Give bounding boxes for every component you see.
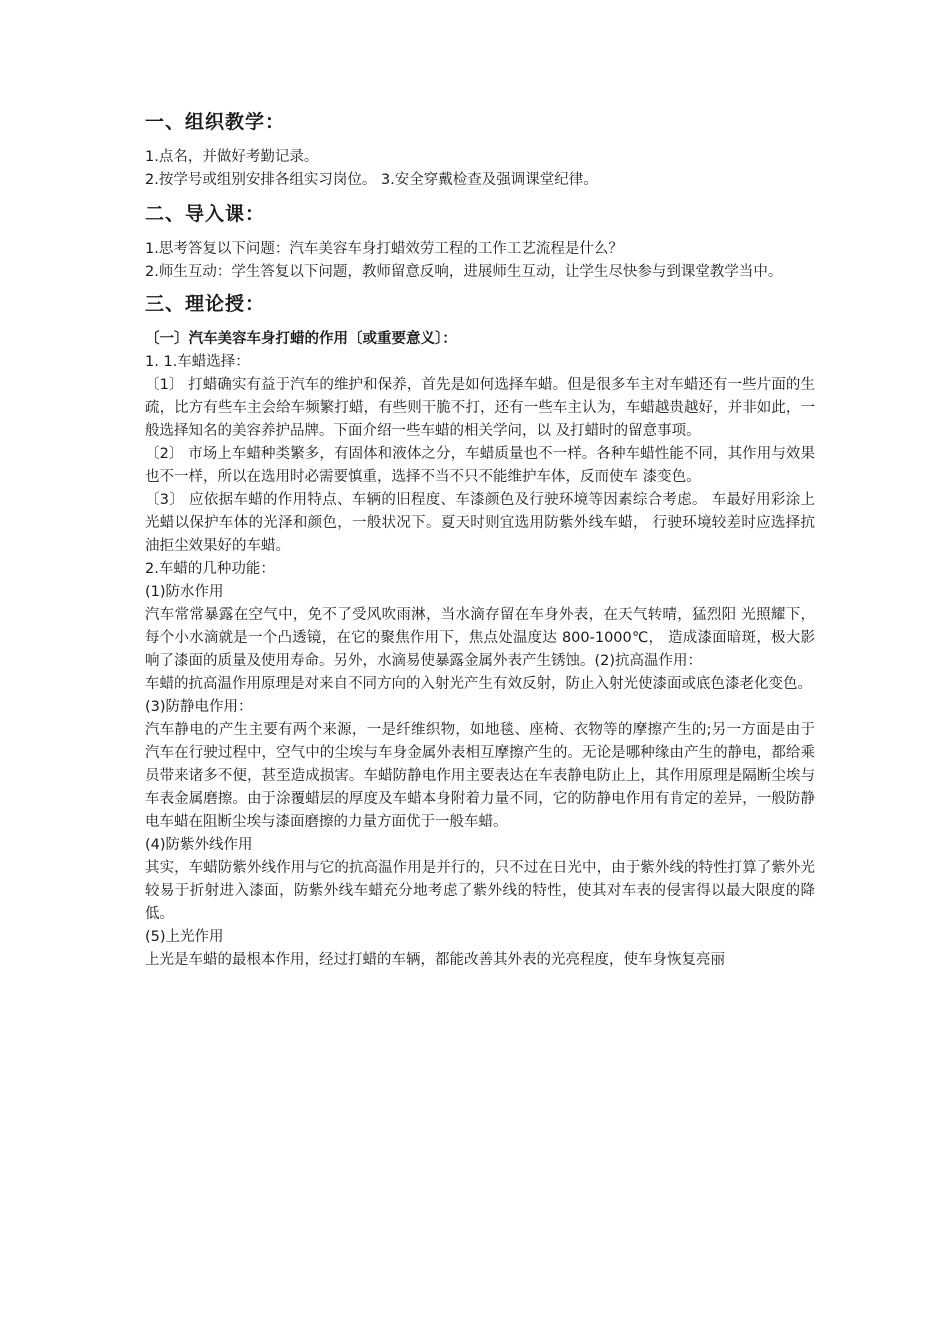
intro-line-2: 2.师生互动：学生答复以下问题，教师留意反响，进展师生互动，让学生尽快参与到课堂教学当中。: [145, 264, 783, 280]
function-heat-text: 车蜡的抗高温作用原理是对来自不同方向的入射光产生有效反射，防止入射光使漆面或底色漆老化变色。: [145, 676, 812, 692]
function-waterproof-text: 汽车常常暴露在空气中，免不了受风吹雨淋，当水滴存留在车身外表，在天气转晴，猛烈阳 光照耀下，每个小水滴就是一个凸透镜，在它的聚焦作用下，焦点处温度达 800-1000℃， 造成漆面暗斑，极大影响了漆面的质量及使用寿命。另外，水滴易使暴露金属外表产生锈蚀。(2)抗高温作用：: [145, 607, 815, 669]
wax-selection-point-3: 〔3〕 应依据车蜡的作用特点、车辆的旧程度、车漆颜色及行驶环境等因素综合考虑。 车最好用彩涂上光蜡以保护车体的光泽和颜色，一般状况下。夏天时则宜选用防紫外线车蜡， 行驶环境较差时应选择抗油拒尘效果好的车蜡。: [145, 492, 815, 554]
wax-selection-point-2: 〔2〕 市场上车蜡种类繁多，有固体和液体之分，车蜡质量也不一样。各种车蜡性能不同，其作用与效果也不一样，所以在选用时必需要慎重，选择不当不只不能维护车体，反而使车 漆变色。: [145, 446, 815, 485]
organize-line-1: 1.点名，并做好考勤记录。: [145, 149, 319, 165]
section-heading-theory: 三、理论授：: [145, 293, 266, 315]
function-uv-title: (4)防紫外线作用: [145, 837, 253, 853]
function-gloss-text: 上光是车蜡的最根本作用，经过打蜡的车辆，都能改善其外表的光亮程度，使车身恢复亮丽: [145, 952, 725, 968]
wax-selection-title: 1. 1.车蜡选择：: [145, 354, 250, 370]
section-heading-organize: 一、组织教学：: [145, 111, 286, 133]
function-waterproof-title: (1)防水作用: [145, 584, 224, 600]
organize-line-2: 2.按学号或组别安排各组实习岗位。 3.安全穿戴检查及强调课堂纪律。: [145, 172, 598, 188]
intro-line-1: 1.思考答复以下问题：汽车美容车身打蜡效劳工程的工作工艺流程是什么？: [145, 241, 623, 257]
function-gloss-title: (5)上光作用: [145, 929, 224, 945]
wax-selection-point-1: 〔1〕 打蜡确实有益于汽车的维护和保养，首先是如何选择车蜡。但是很多车主对车蜡还有一些片面的生疏，比方有些车主会给车频繁打蜡，有些则干脆不打，还有一些车主认为，车蜡越贵越好，并非如此，一般选择知名的美容养护品牌。下面介绍一些车蜡的相关学问，以 及打蜡时的留意事项。: [145, 377, 815, 439]
document-page: [145, 104, 815, 972]
wax-functions-title: 2.车蜡的几种功能：: [145, 561, 275, 577]
theory-subheading: 〔一〕汽车美容车身打蜡的作用〔或重要意义〕：: [145, 331, 457, 347]
function-antistatic-title: (3)防静电作用：: [145, 699, 253, 715]
section-heading-intro: 二、导入课：: [145, 203, 266, 225]
function-uv-text: 其实，车蜡防紫外线作用与它的抗高温作用是并行的，只不过在日光中，由于紫外线的特性打算了紫外光较易于折射进入漆面，防紫外线车蜡充分地考虑了紫外线的特性，使其对车表的侵害得以最大限度的降低。: [145, 860, 815, 922]
function-antistatic-text: 汽车静电的产生主要有两个来源，一是纤维织物，如地毯、座椅、衣物等的摩擦产生的;另一方面是由于汽车在行驶过程中，空气中的尘埃与车身金属外表相互摩擦产生的。无论是哪种缘由产生的静电，都给乘员带来诸多不便，甚至造成损害。车蜡防静电作用主要表达在车表静电防止上，其作用原理是隔断尘埃与车表金属磨擦。由于涂覆蜡层的厚度及车蜡本身附着力量不同，它的防静电作用有肯定的差异，一般防静电车蜡在阻断尘埃与漆面磨擦的力量方面优于一般车蜡。: [145, 722, 815, 830]
